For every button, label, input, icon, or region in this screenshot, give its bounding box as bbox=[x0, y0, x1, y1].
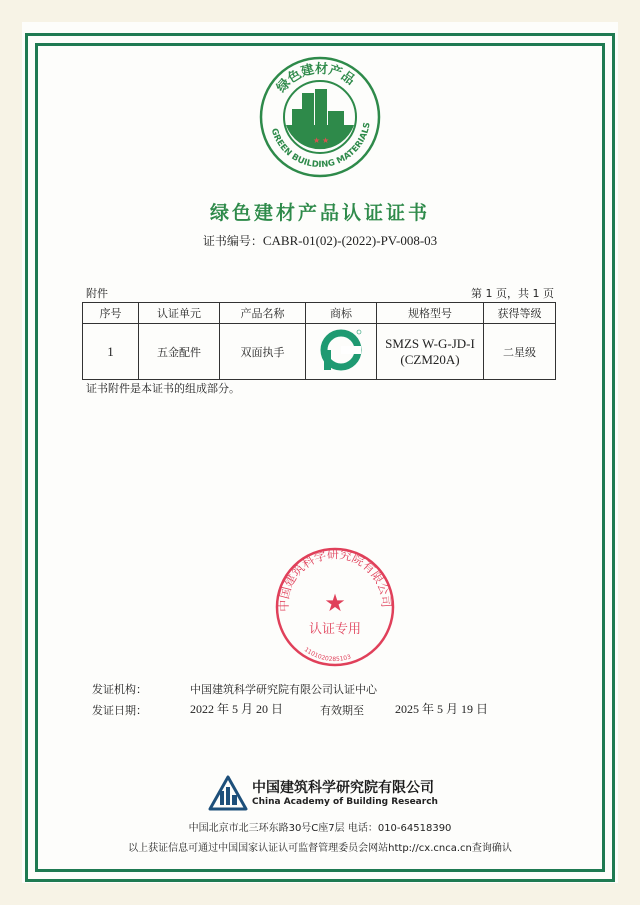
cell-product: 双面执手 bbox=[220, 324, 306, 380]
address: 中国北京市北三环东路30号C座7层 电话：010-64518390 bbox=[188, 823, 452, 834]
attachment-label: 附件 bbox=[86, 287, 108, 300]
header-no: 序号 bbox=[83, 303, 139, 324]
cell-no: 1 bbox=[83, 324, 139, 380]
table-row bbox=[83, 324, 556, 380]
trademark-logo-icon bbox=[319, 328, 363, 372]
cell-grade: 二星级 bbox=[484, 324, 556, 380]
svg-text:★: ★ bbox=[313, 136, 321, 145]
header-grade: 获得等级 bbox=[484, 303, 556, 324]
header-model: 规格型号 bbox=[377, 303, 484, 324]
org-name-en: China Academy of Building Research bbox=[252, 797, 438, 807]
issue-date-value: 2022 年 5 月 20 日 bbox=[190, 702, 284, 716]
header-unit: 认证单元 bbox=[139, 303, 220, 324]
green-building-materials-logo bbox=[258, 55, 382, 179]
valid-until-label: 有效期至 bbox=[320, 704, 364, 717]
header-trademark: 商标 bbox=[306, 303, 377, 324]
svg-text:1101020285103: 1101020285103 bbox=[302, 646, 352, 664]
issuer-value: 中国建筑科学研究院有限公司认证中心 bbox=[190, 683, 377, 696]
valid-until-value: 2025 年 5 月 19 日 bbox=[395, 702, 489, 716]
cert-no-label: 证书编号： bbox=[202, 234, 263, 248]
official-seal bbox=[273, 545, 397, 669]
certificate-number bbox=[0, 232, 640, 249]
issuer-label: 发证机构： bbox=[92, 683, 147, 696]
table-header-row bbox=[83, 303, 556, 324]
website-note: 以上获证信息可通过中国国家认证认可监督管理委员会网站http://cx.cnca.cn查询确认 bbox=[128, 843, 512, 854]
svg-text:GREEN BUILDING MATERIALS: GREEN BUILDING MATERIALS bbox=[268, 121, 373, 171]
cabr-logo-icon bbox=[208, 775, 248, 811]
page-indicator: 第 1 页，共 1 页 bbox=[471, 287, 554, 300]
svg-text:绿色建材产品: 绿色建材产品 bbox=[274, 61, 358, 96]
model-line-2: (CZM20A) bbox=[400, 351, 460, 367]
header-product: 产品名称 bbox=[220, 303, 306, 324]
svg-text:★: ★ bbox=[324, 589, 346, 617]
certificate-title: 绿色建材产品认证证书 bbox=[209, 202, 430, 224]
model-line-1: SMZS W-G-JD-I bbox=[385, 335, 475, 351]
cell-model bbox=[377, 324, 484, 380]
org-name-cn: 中国建筑科学研究院有限公司 bbox=[252, 780, 434, 796]
product-table bbox=[82, 302, 556, 380]
cert-no-value: CABR-01(02)-(2022)-PV-008-03 bbox=[262, 233, 438, 248]
cell-unit: 五金配件 bbox=[139, 324, 220, 380]
attachment-note: 证书附件是本证书的组成部分。 bbox=[86, 382, 240, 395]
svg-text:★: ★ bbox=[322, 136, 330, 145]
svg-text:认证专用: 认证专用 bbox=[308, 622, 362, 637]
issue-date-label: 发证日期： bbox=[92, 704, 147, 717]
cell-trademark bbox=[306, 324, 377, 380]
svg-text:中国建筑科学研究院有限公司: 中国建筑科学研究院有限公司 bbox=[276, 547, 394, 612]
